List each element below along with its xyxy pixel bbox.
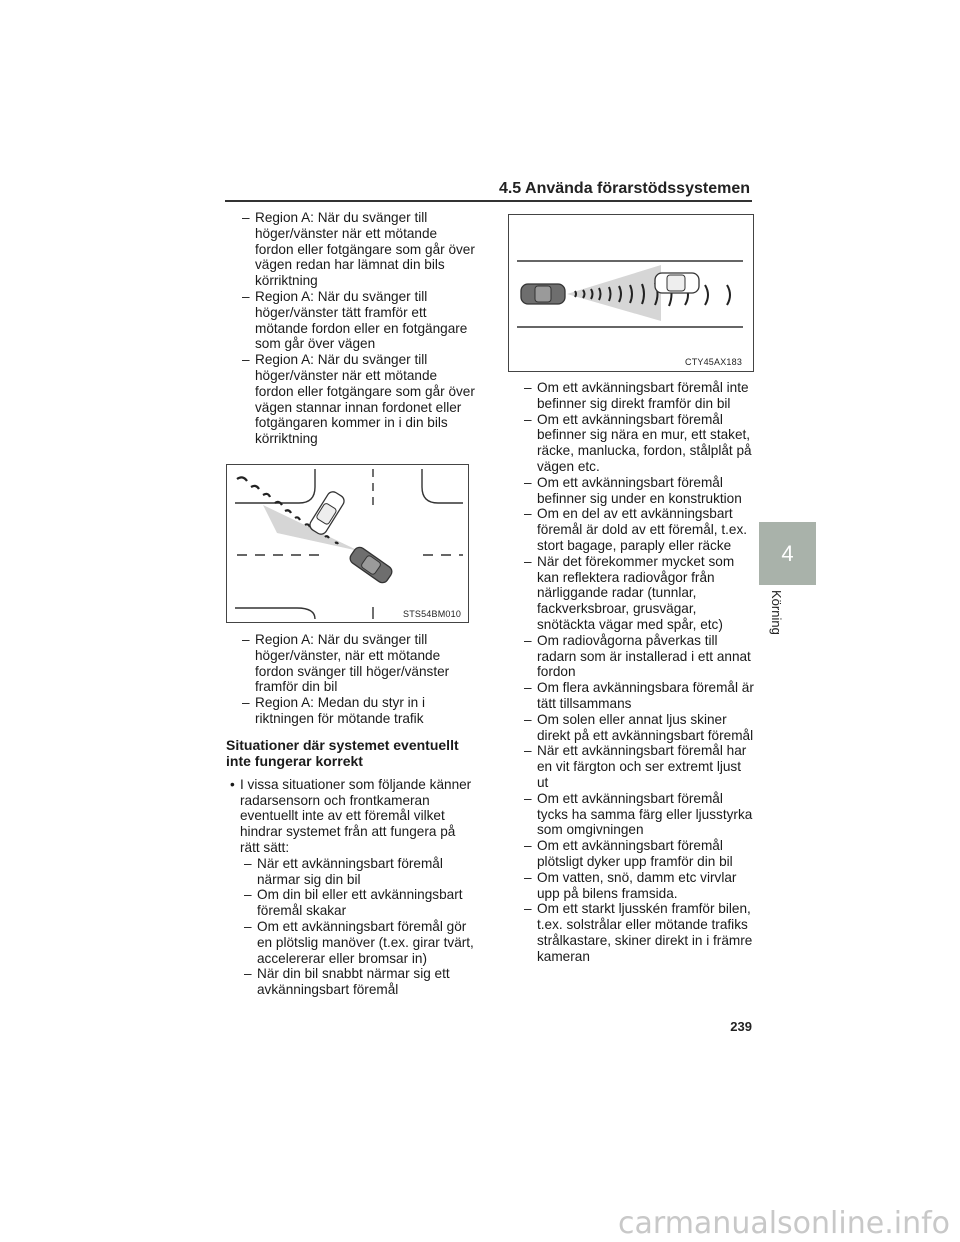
page-number: 239 bbox=[730, 1019, 752, 1034]
straight-road-figure bbox=[508, 214, 754, 372]
intersection-illustration bbox=[227, 465, 468, 622]
own-car-icon bbox=[521, 284, 565, 304]
list-item: – Region A: När du svänger till höger/vänster tätt framför ett mötande fordon eller en fotgängare som går över vägen bbox=[242, 288, 468, 352]
straight-road-illustration bbox=[509, 215, 753, 371]
left-column-bottom bbox=[226, 632, 478, 998]
list-item: – Om ett avkänningsbart föremål befinner sig nära en mur, ett staket, räcke, manlucka, fordon, stålplåt på vägen etc. bbox=[524, 411, 752, 474]
list-item: – När ett avkänningsbart föremål närmar sig din bil bbox=[244, 855, 443, 887]
list-item: – Om ett avkänningsbart föremål plötsligt dyker upp framför din bil bbox=[524, 838, 733, 869]
list-item: – Region A: När du svänger till höger/vänster när ett mötande fordon eller fotgängare som går över vägen stannar innan fordonet eller fotgängaren kommer in i din bils körriktning bbox=[242, 352, 475, 447]
section-heading: Situationer där systemet eventuellt inte fungerar korrekt bbox=[226, 736, 459, 769]
right-column bbox=[508, 380, 756, 964]
section-title: 4.5 Använda förarstödssystemen bbox=[498, 180, 750, 197]
curb bbox=[235, 608, 315, 619]
left-column-top bbox=[226, 210, 478, 447]
sub-list bbox=[228, 856, 478, 998]
list-item: – Om ett avkänningsbart föremål tycks ha samma färg eller ljusstyrka som omgivningen bbox=[524, 790, 753, 838]
list-item: – Om ett avkänningsbart föremål befinner sig under en konstruktion bbox=[524, 474, 742, 506]
intersection-figure bbox=[226, 464, 469, 623]
bullet-item: • I vissa situationer som följande känner radarsensorn och frontkameran eventuellt inte av ett föremål vilket hindrar systemet från att fungera på rätt sätt: bbox=[230, 776, 472, 855]
curb bbox=[422, 469, 463, 503]
header-divider bbox=[225, 200, 752, 202]
list-item: – Om en del av ett avkänningsbart föremål är dold av ett föremål, t.ex. stort bagage, paraply eller räcke bbox=[524, 506, 748, 553]
list-item: – Region A: När du svänger till höger/vänster när ett mötande fordon eller fotgängare som går över vägen redan har lämnat din bils körriktning bbox=[242, 210, 475, 289]
list-item: – Om ett avkänningsbart föremål gör en plötslig manöver (t.ex. girar tvärt, accelererar eller bromsar in) bbox=[244, 918, 474, 966]
list-item: – Region A: När du svänger till höger/vänster, när ett mötande fordon svänger till höger/vänster framför din bil bbox=[242, 632, 450, 695]
list-item: – Om flera avkänningsbara föremål är tätt tillsammans bbox=[524, 680, 754, 711]
detection-cone bbox=[567, 265, 661, 321]
list-item: – Om radiovågorna påverkas till radarn som är installerad i ett annat fordon bbox=[524, 632, 751, 680]
list-item: – Om ett avkänningsbart föremål inte befinner sig direkt framför din bil bbox=[524, 380, 749, 411]
figure-code: CTY45AX183 bbox=[685, 357, 743, 367]
list-item: – Om din bil eller ett avkänningsbart föremål skakar bbox=[244, 887, 463, 919]
list-item: – När det förekommer mycket som kan reflektera radiovågor från närliggande radar (tunnlar, fackverksbroar, grusvägar, snötäckta vägar med spår, etc) bbox=[524, 553, 735, 632]
target-car-icon bbox=[655, 273, 699, 293]
list-item: – När ett avkänningsbart föremål har en vit färgton och ser extremt ljust ut bbox=[524, 743, 747, 790]
list-item: – Om ett starkt ljusskén framför bilen, t.ex. solstrålar eller mötande trafiks strålkastare, skiner direkt in i främre kameran bbox=[524, 901, 753, 964]
list-item: – Om solen eller annat ljus skiner direkt på ett avkänningsbart föremål bbox=[524, 711, 754, 743]
figure-code: STS54BM010 bbox=[403, 609, 462, 619]
watermark: carmanualsonline.info bbox=[618, 1206, 950, 1241]
chapter-label: Körning bbox=[769, 590, 784, 635]
list-item: – När din bil snabbt närmar sig ett avkänningsbart föremål bbox=[244, 966, 450, 998]
own-car-icon bbox=[348, 545, 394, 585]
chapter-tab: 4 bbox=[759, 522, 816, 585]
list-item: – Om vatten, snö, damm etc virvlar upp på bilens framsida. bbox=[524, 869, 737, 901]
list-item: – Region A: Medan du styr in i riktningen för mötande trafik bbox=[242, 695, 426, 726]
curb bbox=[235, 469, 315, 503]
